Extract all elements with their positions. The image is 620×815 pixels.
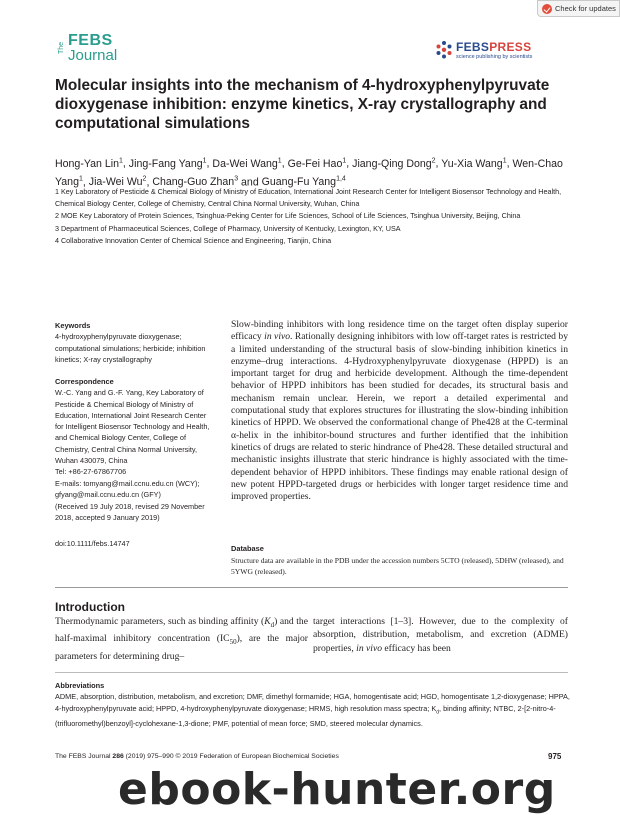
author-list: Hong-Yan Lin$^1$, Jing-Fang Yang$^1$, Da-Wei Wang$^1$, Ge-Fei Hao$^1$, Jiang-Qing Dong$^2$, Yu-Xia Wang$^1$, Wen-Chao Yang$^1$, Jia-Wei Wu$^2$, Chang-Guo Zhan$^3$ and Guang-Fu Yang$^{1,4}$ bbox=[55, 157, 563, 189]
check-for-updates-label: Check for updates bbox=[555, 4, 616, 13]
logo-the: The bbox=[58, 41, 65, 54]
author-name: Jia-Wei Wu$^2$ bbox=[88, 175, 147, 189]
logo-journal: Journal bbox=[68, 47, 118, 64]
correspondence-heading: Correspondence bbox=[55, 377, 114, 386]
affiliation-list bbox=[55, 186, 575, 247]
author-name: Da-Wei Wang$^1$ bbox=[212, 157, 282, 170]
database-heading: Database bbox=[231, 544, 264, 553]
section-divider bbox=[55, 587, 568, 588]
introduction-column-1: Thermodynamic parameters, such as binding affinity $(K_d)$ and the half-maximal inhibitory concentration $(IC_{50})$, are the major parameters for determining drug– bbox=[55, 616, 308, 662]
author-name: Hong-Yan Lin$^1$ bbox=[55, 157, 123, 170]
correspondence-email: E-mails: tomyang@mail.ccnu.edu.cn (WCY); gfyang@mail.ccnu.edu.cn (GFY) bbox=[55, 478, 200, 499]
publisher-name: FEBSPRESS bbox=[456, 40, 532, 54]
keywords-block bbox=[55, 320, 215, 365]
correspondence-tel: Tel: +86-27-67867706 bbox=[55, 467, 127, 477]
page-number: 975 bbox=[548, 752, 562, 761]
correspondence-block bbox=[55, 376, 215, 500]
author-name: Yu-Xia Wang$^1$ bbox=[441, 157, 507, 170]
publisher-logo bbox=[434, 40, 544, 66]
keywords-text: 4-hydroxyphenylpyruvate dioxygenase; computational simulations; herbicide; inhibition kinetics; X-ray crystallography bbox=[55, 332, 206, 364]
author-name: Jiang-Qing Dong$^2$ bbox=[352, 157, 436, 170]
author-name: Jing-Fang Yang$^1$ bbox=[128, 157, 207, 170]
author-name: Chang-Guo Zhan$^3$ bbox=[152, 175, 239, 189]
check-for-updates-button[interactable] bbox=[537, 0, 620, 17]
febs-press-mark-icon bbox=[434, 40, 454, 60]
watermark-text: ebook-hunter.org bbox=[118, 764, 556, 815]
doi-link[interactable]: doi:10.1111/febs.14747 bbox=[55, 539, 130, 548]
keywords-heading: Keywords bbox=[55, 321, 91, 330]
affiliation-item: 3 Department of Pharmaceutical Sciences, College of Pharmacy, University of Kentucky, Lexington, KY, USA bbox=[55, 223, 401, 233]
article-title: Molecular insights into the mechanism of 4-hydroxyphenylpyruvate dioxygenase inhibition: enzyme kinetics, X-ray crystallography and computational simulations bbox=[55, 77, 550, 132]
abbreviations-text: ADME, absorption, distribution, metabolism, and excretion; DMF, dimethyl formamide; HGA, homogentisate acid; HGD, homogentisate 1,2-dioxygenase; HPPA, 4-hydroxyphenylpyruvate acid; HPPD, 4-hydroxyphenylpyruvate dioxygenase; HRMS, high resolution mass spectra; $K_d$, binding affinity; NTBC, 2-[2-nitro-4-(trifluoromethyl)benzoyl]-cyclohexane-1,3-dione; PMF, potential of mean force; SMD, steered molecular dynamics. bbox=[55, 692, 570, 729]
abbreviations-divider bbox=[55, 672, 568, 673]
author-name: Wen-Chao Yang$^1$ bbox=[55, 157, 563, 189]
introduction-heading: Introduction bbox=[55, 600, 125, 614]
author-name: Ge-Fei Hao$^1$ bbox=[287, 157, 347, 170]
page-footer: The FEBS Journal 286 (2019) 975–990 © 2019 Federation of European Biochemical Societies bbox=[55, 753, 339, 760]
journal-logo bbox=[58, 32, 128, 66]
author-name: Guang-Fu Yang$^{1,4}$ bbox=[261, 175, 346, 189]
abstract-text: Slow-binding inhibitors with long residence time on the target often display superior efficacy in vivo. Rationally designing inhibitors with low off-target rates is restricted by a limited understanding of the structural basis of slow-binding inhibition kinetics in enzyme–drug interactions. 4-Hydroxyphenylpyruvate dioxygenase (HPPD) is an important target for drug and herbicide development. Although the time-dependent behavior of HPPD inhibitors has been studied for decades, its structural basis and mechanism remain unclear. Herein, we report a detailed experimental and computational study that explores structures for illustrating the slow-binding inhibition kinetics of HPPD. We observed the conformational change of Phe428 at the C-terminal α-helix in the inhibitor-bound structures and further identified that the inhibition kinetics of drugs are related to steric hindrance of Phe428. These detailed structural and mechanistic insights illustrate that steric hindrance is highly associated with the time-dependent behavior of HPPD inhibitors. These findings may enable rational design of new potent HPPD-targeted drugs or herbicides with longer target residence time and improved properties. bbox=[231, 319, 568, 503]
logo-febs: FEBS bbox=[68, 32, 113, 49]
correspondence-text: W.-C. Yang and G.-F. Yang, Key Laboratory of Pesticide & Chemical Biology of Ministry of Education, International Joint Research Center for Intelligent Biosensor Technology and Health, and Chemical Biology Center, College of Chemistry, Central China Normal University, Wuhan 430079, China bbox=[55, 388, 210, 466]
introduction-column-2: target interactions [1–3]. However, due to the complexity of absorption, distribution, metabolism, and excretion (ADME) properties, in vivo efficacy has been bbox=[313, 616, 568, 654]
publisher-tagline: science publishing by scientists bbox=[456, 54, 533, 60]
affiliation-item: 4 Collaborative Innovation Center of Chemical Science and Engineering, Tianjin, China bbox=[55, 235, 332, 245]
database-text: Structure data are available in the PDB under the accession numbers 5CTO (released), 5DHW (released), and 5YWG (released). bbox=[231, 556, 564, 576]
received-dates: (Received 19 July 2018, revised 29 November 2018, accepted 9 January 2019) bbox=[55, 502, 205, 523]
abbreviations-heading: Abbreviations bbox=[55, 681, 105, 690]
affiliation-item: 2 MOE Key Laboratory of Protein Sciences, Tsinghua-Peking Center for Life Sciences, School of Life Sciences, Tsinghua University, Beijing, China bbox=[55, 211, 521, 221]
check-icon bbox=[542, 4, 552, 14]
affiliation-item: 1 Key Laboratory of Pesticide & Chemical Biology of Ministry of Education, International Joint Research Center for Intelligent Biosensor Technology and Health, Chemical Biology Center, College of Chemistry, Central China Normal University, Wuhan, China bbox=[55, 187, 562, 209]
